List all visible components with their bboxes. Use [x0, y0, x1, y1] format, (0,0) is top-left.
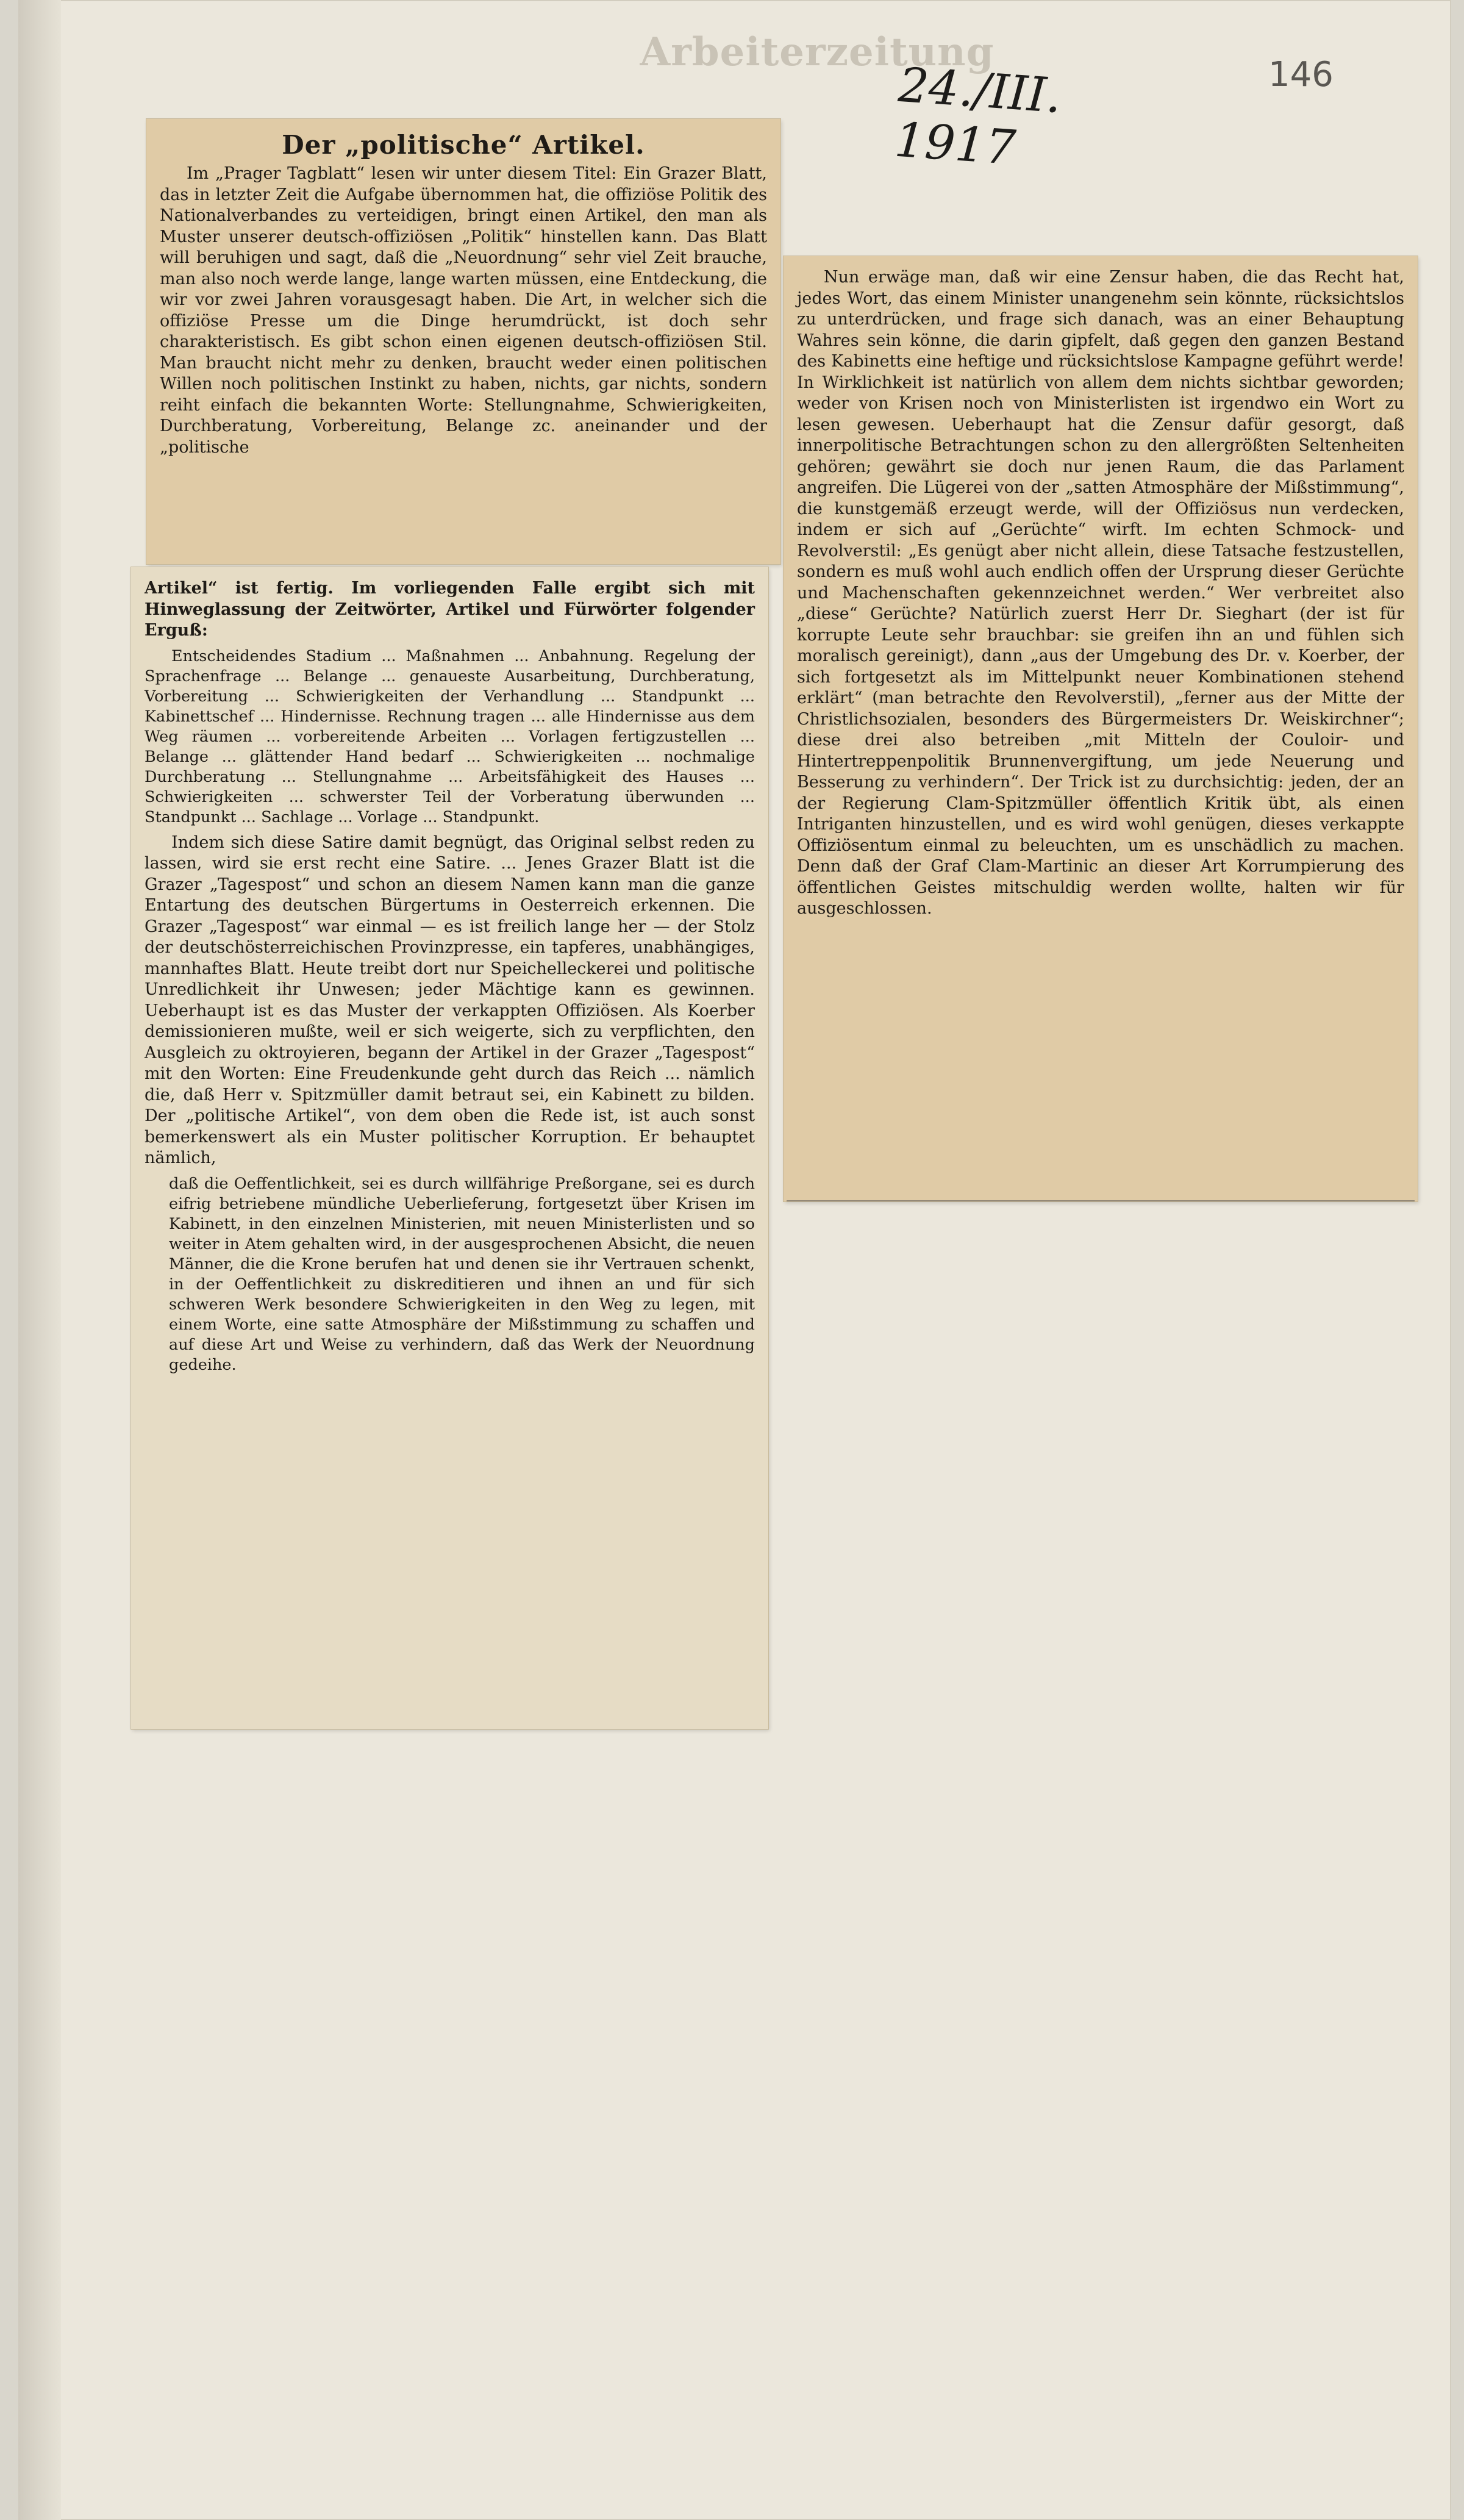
phrase-list: Entscheidendes Stadium ... Maßnahmen ... Anbahnung. Regelung der Sprachenfrage ... Belange ... genaueste Ausarbeitung, Durchberatung, Vorbereitung ... Schwierigkeiten der Verhandlung ... Standpunkt ... Kabinettschef ... Hindernisse. Rechnung tragen ... alle Hindernisse aus dem Weg räumen ... vorbereitende Arbeiten ... Vorlagen fertigzustellen ... Belange ... glättender Hand bedarf ... Schwierigkeiten ... nochmalige Durchberatung ... Stellungnahme ... Arbeitsfähigkeit des Hauses ... Schwierigkeiten ... schwerster Teil der Vorberatung überwunden ... Standpunkt ... Sachlage ... Vorlage ... Standpunkt.: [145, 646, 755, 826]
clipping-article-title: [146, 119, 780, 564]
quoted-passage: [145, 1174, 755, 1375]
article-intro-line: Artikel“ ist fertig. Im vorliegenden Falle ergibt sich mit Hinweglassung der Zeitwörter, Artikel und Fürwörter folgender Erguß:: [145, 579, 755, 640]
article-title: Der „politische“ Artikel.: [282, 130, 645, 160]
sheet-binding-edge: [18, 0, 61, 2520]
article-paragraph-1: Im „Prager Tagblatt“ lesen wir unter diesem Titel: Ein Grazer Blatt, das in letzter Zeit die Aufgabe übernommen hat, die offiziöse Politik des Nationalverbandes zu verteidigen, bringt einen Artikel, den man als Muster unserer deutsch-offiziösen „Politik“ hinstellen kann. Das Blatt will beruhigen und sagt, daß die „Neuordnung“ sehr viel Zeit brauche, man also noch werde lange, lange warten müssen, eine Entdeckung, die wir vor zwei Jahren vorausgesagt haben. Die Art, in welcher sich die offiziöse Presse um die Dinge herumdrückt, ist doch sehr charakteristisch. Es gibt schon einen eigenen deutsch-offiziösen Stil. Man braucht nicht mehr zu denken, braucht weder einen politischen Willen noch politischen Instinkt zu haben, nichts, gar nichts, sondern reiht einfach die bekannten Worte: Stellungnahme, Schwierigkeiten, Durchberatung, Vorbereitung, Belange zc. aneinander und der „politische: [160, 164, 767, 457]
clipping-article-right-column: [784, 256, 1418, 1201]
column-separator-line: [787, 1200, 1415, 1201]
article-paragraph-3: Nun erwäge man, daß wir eine Zensur haben, die das Recht hat, jedes Wort, das einem Minister unangenehm sein könnte, rücksichtslos zu unterdrücken, und frage sich danach, was an einer Behauptung Wahres sein könne, die darin gipfelt, daß gegen den ganzen Bestand des Kabinetts eine heftige und rücksichtslose Kampagne geführt werde! In Wirklichkeit ist natürlich von allem dem nichts sichtbar geworden; weder von Krisen noch von Ministerlisten ist irgendwo ein Wort zu lesen gewesen. Ueberhaupt hat die Zensur dafür gesorgt, daß innerpolitische Betrachtungen schon zu den allergrößten Seltenheiten gehören; gewährt sie doch nur jenen Raum, die das Parlament angreifen. Die Lügerei von der „satten Atmosphäre der Mißstimmung“, die kunstgemäß erzeugt werde, will der Offiziösus nun verdecken, indem er sich auf „Gerüchte“ wirft. Im echten Schmock- und Revolverstil: „Es genügt aber nicht allein, diese Tatsache festzustellen, sondern es muß wohl auch endlich offen der Ursprung dieser Gerüchte und Machenschaften gekennzeichnet werden.“ Wer verbreitet also „diese“ Gerüchte? Natürlich zuerst Herr Dr. Sieghart (der ist für korrupte Leute sehr brauchbar: sie greifen ihn an und fühlen sich moralisch gereinigt), dann „aus der Umgebung des Dr. v. Koerber, der sich fortgesetzt als im Mittelpunkt neuer Kombinationen stehend erklärt“ (man betrachte den Revolverstil), „ferner aus der Mitte der Christlichsozialen, besonders des Bürgermeisters Dr. Weiskirchner“; diese drei also betreiben „mit Mitteln der Couloir- und Hintertreppenpolitik Brunnenvergiftung, um jede Neuerung und Besserung zu verhindern“. Der Trick ist zu durchsichtig: jeden, der an der Regierung Clam-Spitzmüller öffentlich Kritik übt, als einen Intriganten hinzustellen, und es wird wohl genügen, dieses verkappte Offiziösentum einmal zu beleuchten, um es unschädlich zu machen. Denn daß der Graf Clam-Martinic an dieser Art Korrumpierung des öffentlichen Geistes mitschuldig werden wollte, halten wir für ausgeschlossen.: [797, 268, 1404, 918]
quoted-passage-text: daß die Oeffentlichkeit, sei es durch willfährige Preßorgane, sei es durch eifrig betriebene mündliche Ueberlieferung, fortgesetzt über Krisen im Kabinett, in den einzelnen Ministerien, mit neuen Ministerlisten und so weiter in Atem gehalten wird, in der ausgesprochenen Absicht, die neuen Männer, die die Krone berufen hat und denen sie ihr Vertrauen schenkt, in der Oeffentlichkeit zu diskreditieren und ihnen an und für sich schweren Werk besondere Schwierigkeiten in den Weg zu legen, mit einem Worte, eine satte Atmosphäre der Mißstimmung zu schaffen und auf diese Art und Weise zu verhindern, daß das Werk der Neuordnung gedeihe.: [169, 1174, 755, 1374]
handwritten-date: 24./III. 1917: [893, 57, 1063, 176]
handwritten-page-number: 146: [1268, 55, 1334, 95]
clipping-article-continuation: [131, 567, 768, 1729]
article-paragraph-2: Indem sich diese Satire damit begnügt, das Original selbst reden zu lassen, wird sie erst recht eine Satire. ... Jenes Grazer Blatt ist die Grazer „Tagespost“ und schon an diesem Namen kann man die ganze Entartung des deutschen Bürgertums in Oesterreich erkennen. Die Grazer „Tagespost“ war einmal — es ist freilich lange her — der Stolz der deutschösterreichischen Provinzpresse, ein tapferes, unabhängiges, mannhaftes Blatt. Heute treibt dort nur Speichelleckerei und politische Unredlichkeit ihr Unwesen; jeder Mächtige kann es gewinnen. Ueberhaupt ist es das Muster der verkappten Offiziösen. Als Koerber demissionieren mußte, weil er sich weigerte, sich zu verpflichten, den Ausgleich zu oktroyieren, begann der Artikel in der Grazer „Tagespost“ mit den Worten: Eine Freudenkunde geht durch das Reich ... nämlich die, daß Herr v. Spitzmüller damit betraut sei, ein Kabinett zu bilden. Der „politische Artikel“, von dem oben die Rede ist, ist auch sonst bemerkenswert als ein Muster politischer Korruption. Er behauptet nämlich,: [145, 832, 755, 1167]
newspaper-name-stamp: Arbeiterzeitung: [640, 29, 994, 75]
